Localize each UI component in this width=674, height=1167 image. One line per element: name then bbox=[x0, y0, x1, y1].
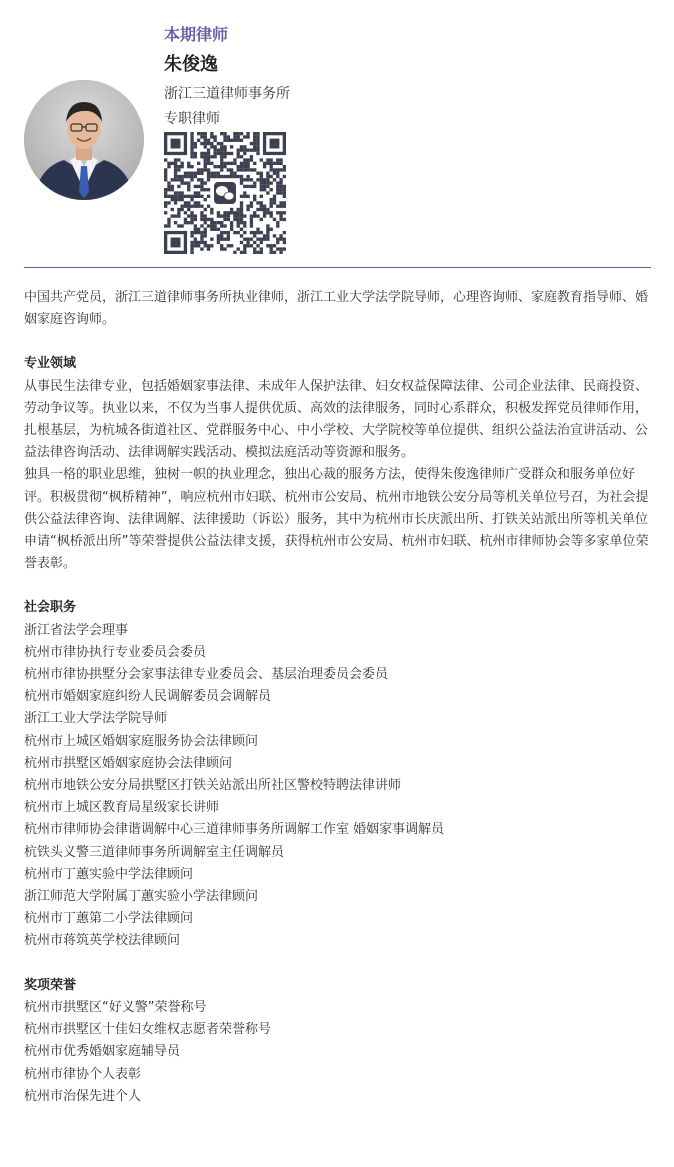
position-item: 杭铁头义警三道律师事务所调解室主任调解员 bbox=[24, 844, 285, 860]
avatar bbox=[24, 80, 144, 200]
wechat-qr-code[interactable] bbox=[164, 132, 286, 254]
positions-title: 社会职务 bbox=[24, 600, 77, 616]
avatar-portrait bbox=[24, 80, 144, 200]
wechat-icon bbox=[214, 182, 236, 204]
profile-header bbox=[164, 24, 290, 129]
intro-text: 中国共产党员，浙江三道律师事务所执业律师，浙江工业大学法学院导师，心理咨询师、家庭教育指导师、婚姻家庭咨询师。 bbox=[24, 290, 649, 328]
header-divider bbox=[24, 267, 651, 268]
profile-body bbox=[24, 287, 651, 1108]
position-item: 杭州市婚姻家庭纠纷人民调解委员会调解员 bbox=[24, 689, 272, 705]
position-item: 杭州市蒋筑英学校法律顾问 bbox=[24, 933, 181, 949]
award-item: 杭州市优秀婚姻家庭辅导员 bbox=[24, 1044, 181, 1060]
position-item: 浙江省法学会理事 bbox=[24, 622, 129, 638]
lawyer-role: 专职律师 bbox=[164, 111, 220, 127]
position-item: 浙江工业大学法学院导师 bbox=[24, 711, 168, 727]
expertise-title: 专业领域 bbox=[24, 356, 77, 372]
position-item: 杭州市拱墅区婚姻家庭协会法律顾问 bbox=[24, 755, 233, 771]
issue-label: 本期律师 bbox=[164, 25, 229, 44]
awards-title: 奖项荣誉 bbox=[24, 977, 77, 993]
law-firm: 浙江三道律师事务所 bbox=[164, 86, 290, 102]
expertise-paragraph: 独具一格的职业思维，独树一帜的执业理念，独出心裁的服务方法，使得朱俊逸律师广受群众和服务单位好评。积极贯彻“枫桥精神”，响应杭州市妇联、杭州市公安局、杭州市地铁公安分局等机关单位号召，为社会提供公益法律咨询、法律调解、法律援助（诉讼）服务，其中为杭州市长庆派出所、打铁关站派出所等机关单位申请“枫桥派出所”等荣誉提供公益法律支援，获得杭州市公安局、杭州市妇联、杭州市律师协会等多家单位荣誉表彰。 bbox=[24, 467, 649, 572]
award-item: 杭州市律协个人表彰 bbox=[24, 1066, 142, 1082]
lawyer-name: 朱俊逸 bbox=[164, 54, 218, 75]
qr-code-image bbox=[164, 132, 286, 254]
award-item: 杭州市治保先进个人 bbox=[24, 1088, 142, 1104]
award-item: 杭州市拱墅区十佳妇女维权志愿者荣誉称号 bbox=[24, 1022, 272, 1038]
expertise-paragraph: 从事民生法律专业，包括婚姻家事法律、未成年人保护法律、妇女权益保障法律、公司企业法律、民商投资、劳动争议等。执业以来，不仅为当事人提供优质、高效的法律服务，同时心系群众，积极发挥党员律师作用，扎根基层，为杭城各街道社区、党群服务中心、中小学校、大学院校等单位提供、组织公益法治宣讲活动、公益法律咨询活动、法律调解实践活动、模拟法庭活动等资源和服务。 bbox=[24, 378, 649, 461]
award-item: 杭州市拱墅区“好义警”荣誉称号 bbox=[24, 999, 207, 1015]
position-item: 杭州市地铁公安分局拱墅区打铁关站派出所社区警校特聘法律讲师 bbox=[24, 778, 402, 794]
position-item: 浙江师范大学附属丁蕙实验小学法律顾问 bbox=[24, 889, 259, 905]
position-item: 杭州市上城区教育局星级家长讲师 bbox=[24, 800, 220, 816]
position-item: 杭州市律协拱墅分会家事法律专业委员会、基层治理委员会委员 bbox=[24, 667, 389, 683]
position-item: 杭州市丁蕙第二小学法律顾问 bbox=[24, 911, 194, 927]
position-item: 杭州市上城区婚姻家庭服务协会法律顾问 bbox=[24, 733, 259, 749]
position-item: 杭州市丁蕙实验中学法律顾问 bbox=[24, 866, 194, 882]
position-item: 杭州市律师协会律谐调解中心三道律师事务所调解工作室 婚姻家事调解员 bbox=[24, 822, 445, 838]
position-item: 杭州市律协执行专业委员会委员 bbox=[24, 644, 207, 660]
